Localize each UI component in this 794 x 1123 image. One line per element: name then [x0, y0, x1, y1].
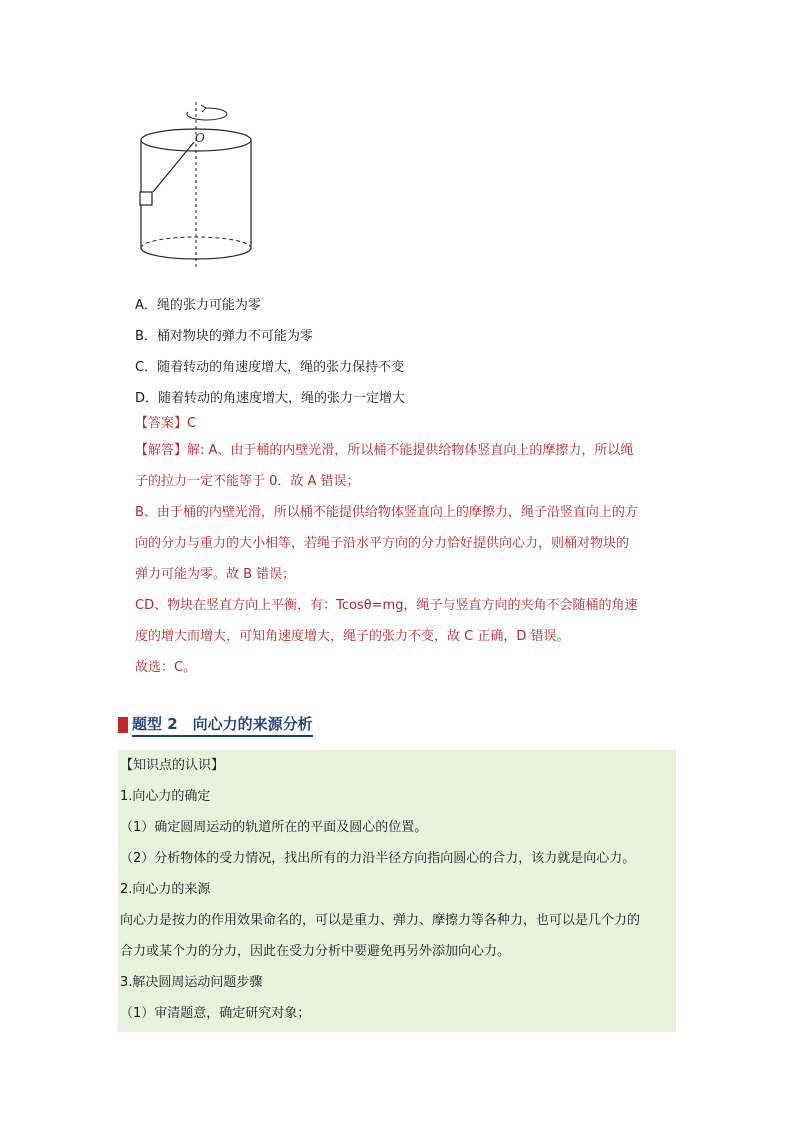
- heading-marker: [118, 717, 128, 733]
- explanation-line: 度的增大而增大，可知角速度增大，绳子的张力不变，故 C 正确，D 错误。: [135, 629, 570, 644]
- option-c: C．随着转动的角速度增大，绳的张力保持不变: [135, 360, 405, 375]
- explanation-line: B、由于桶的内壁光滑，所以桶不能提供给物体竖直向上的摩擦力，绳子沿竖直向上的方: [135, 505, 638, 520]
- explanation-line: 子的拉力一定不能等于 0．故 A 错误；: [135, 474, 360, 489]
- cylinder-figure: [126, 100, 266, 270]
- explanation-line: 【解答】解: A、由于桶的内壁光滑，所以桶不能提供给物体竖直向上的摩擦力，所以绳: [135, 443, 634, 458]
- explanation: [135, 435, 695, 683]
- section-heading: [118, 713, 313, 737]
- knowledge-line: （1）确定圆周运动的轨道所在的平面及圆心的位置。: [120, 820, 428, 835]
- explanation-line: 弹力可能为零。故 B 错误；: [135, 567, 296, 582]
- point-o-label: O: [195, 131, 205, 145]
- knowledge-line: 2.向心力的来源: [120, 882, 211, 897]
- knowledge-line: （2）分析物体的受力情况，找出所有的力沿半径方向指向圆心的合力，该力就是向心力。: [120, 851, 636, 866]
- rotation-arrow: [187, 108, 227, 120]
- option-d: D．随着转动的角速度增大，绳的张力一定增大: [135, 391, 406, 406]
- block: [140, 192, 152, 205]
- answer-options: [135, 290, 405, 414]
- explanation-tag: 【解答】: [135, 443, 188, 458]
- answer-value: C: [187, 416, 197, 431]
- option-a: A．绳的张力可能为零: [135, 298, 261, 313]
- knowledge-line: 向心力是按力的作用效果命名的，可以是重力、弹力、摩擦力等各种力，也可以是几个力的: [120, 913, 641, 928]
- section-title: 题型 2 向心力的来源分析: [132, 713, 313, 737]
- knowledge-line: 【知识点的认识】: [120, 758, 225, 773]
- knowledge-box: [118, 750, 676, 1032]
- knowledge-line: （1）审清题意，确定研究对象；: [120, 1006, 311, 1021]
- knowledge-line: 3.解决圆周运动问题步骤: [120, 975, 263, 990]
- answer-tag: 【答案】: [135, 416, 188, 431]
- explanation-line: CD、物块在竖直方向上平衡，有：Tcosθ=mg，绳子与竖直方向的夹角不会随桶的角速: [135, 598, 638, 613]
- explanation-line: 向的分力与重力的大小相等，若绳子沿水平方向的分力恰好提供向心力，则桶对物块的: [135, 536, 630, 551]
- rotation-arrowhead: [201, 105, 206, 112]
- knowledge-line: 1.向心力的确定: [120, 789, 211, 804]
- knowledge-line: 合力或某个力的分力，因此在受力分析中要避免再另外添加向心力。: [120, 944, 511, 959]
- rotating-bucket-diagram: [126, 100, 266, 270]
- explanation-line: 故选：C。: [135, 660, 197, 675]
- option-b: B．桶对物块的弹力不可能为零: [135, 329, 313, 344]
- answer-section: [135, 412, 695, 683]
- answer-line: [135, 412, 695, 435]
